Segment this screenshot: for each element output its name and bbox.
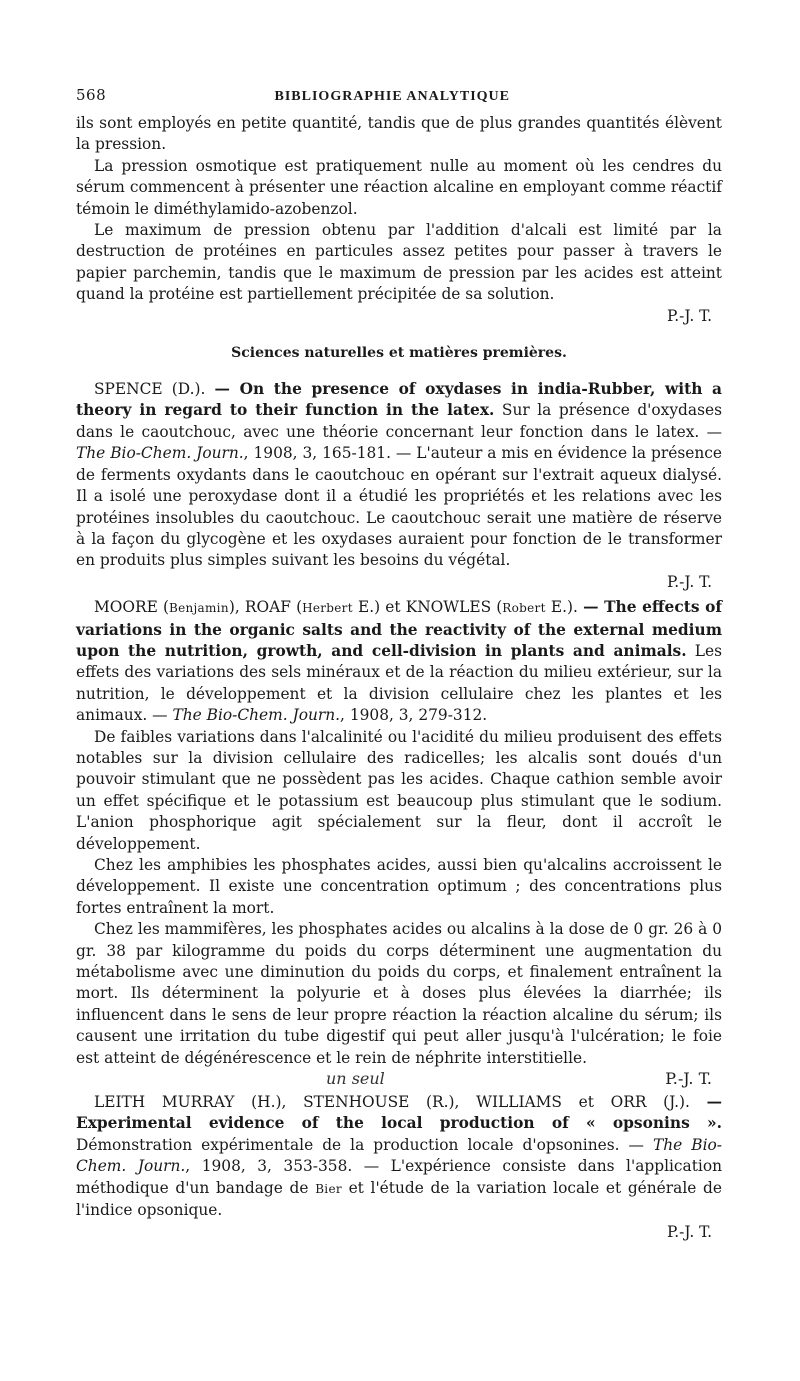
running-title: BIBLIOGRAPHIE ANALYTIQUE: [274, 89, 510, 104]
intro-paragraph-1: ils sont employés en petite quantité, tandis que de plus grandes quantités élèvent la pression.: [76, 114, 722, 154]
entry-author: MOORE (: [94, 598, 169, 617]
entry-body: Les effets des variations des sels minéraux et de la réaction du milieu extérieur, sur la nutrition, le développement et la division cellulaire chez les plantes et les animaux. —: [76, 641, 722, 725]
entry-body: Démonstration expérimentale de la production locale d'opsonines. —: [76, 1135, 644, 1154]
entry-paragraph: Chez les amphibies les phosphates acides, aussi bien qu'alcalins accroissent le développement. Il existe une concentration optimum ; des concentrations plus fortes entraînent la mort.: [76, 856, 722, 917]
document-page: [76, 86, 722, 1243]
entry-spence: [76, 379, 722, 593]
page-number: 568: [76, 86, 107, 104]
journal-name: The Bio-Chem. Journ.: [172, 706, 341, 725]
entry-paragraph: De faibles variations dans l'alcalinité ou l'acidité du milieu produisent des effets notables sur la division cellulaire des radicelles; les alcalis sont doués d'un pouvoir stimulant que ne possèdent pas les acides. Chaque cathion semble avoir un effet spécifique et le potassium est beaucoup plus stimulant que le sodium. L'anion phosphorique agit spécialement sur la fleur, dont il accroît le développement.: [76, 727, 722, 853]
author-first-name: Robert: [502, 601, 546, 616]
entry-signature: P.-J. T.: [665, 1069, 712, 1089]
entry-body: , 1908, 3, 165-181. — L'auteur a mis en évidence la présence de ferments oxydants dans le caoutchouc en opérant sur l'extrait aqueux dialysé. Il a isolé une peroxydase dont il a étudié les propriétés et les relations avec les protéines insolubles du caoutchouc. Le caoutchouc serait une matière de réserve à la façon du glycogène et les oxydases auraient pour fonction de le transformer en produits plus simples suivant les besoins du végétal.: [76, 444, 723, 570]
entry-paragraph-text: Chez les mammifères, les phosphates acides ou alcalins à la dose de 0 gr. 26 à 0 gr. 38 par kilogramme du poids du corps déterminent une augmentation du métabolisme avec une diminution du poids du corps, et finalement entraînent la mort. Ils déterminent la polyurie et à doses plus élevées la diarrhée; ils influencent dans le sens de leur propre réaction la réaction alcaline du sérum; ils causent une irritation du tube digestif qui peut aller jusqu'à l'ulcération; le foie est atteint de dégénérescence et le rein de néphrite interstitielle.: [76, 920, 722, 1067]
entry-body: Sur la présence d'oxydases dans le caoutchouc, avec une théorie concernant leur fonction dans le latex. —: [76, 401, 722, 441]
entry-title: — On the presence of oxydases in india-Rubber, with a theory in regard to their function in the latex.: [76, 380, 722, 420]
entry-signature: P.-J. T.: [667, 572, 712, 591]
journal-name: The Bio-Chem. Journ.: [76, 444, 244, 463]
section-title: Sciences naturelles et matières premières.: [231, 345, 567, 362]
entry-author: E.).: [545, 598, 578, 617]
author-first-name: Herbert: [302, 601, 353, 616]
author-first-name: Benjamin: [168, 601, 229, 616]
entry-body: , 1908, 3, 353-358. — L'expérience consiste dans l'application méthodique d'un bandage de: [76, 1157, 723, 1197]
entry-body: , 1908, 3, 279-312.: [340, 706, 488, 725]
entry-title: — Experimental evidence of the local production of « opsonins ».: [76, 1093, 722, 1133]
entry-author: E.) et KNOWLES (: [352, 598, 503, 617]
entry-author: ), ROAF (: [228, 598, 303, 617]
intro-paragraph-2: La pression osmotique est pratiquement nulle au moment où les cendres du sérum commencent à présenter une réaction alcaline en employant comme réactif témoin le diméthylamido-azobenzol.: [76, 156, 722, 218]
entry-paragraph: [76, 919, 722, 1069]
intro-signature: P.-J. T.: [667, 306, 712, 325]
journal-name: The Bio-Chem. Journ.: [76, 1135, 722, 1176]
entry-leith-murray: [76, 1092, 722, 1243]
author-name-small-caps: Bier: [315, 1181, 342, 1196]
entry-body: et l'étude de la variation locale et générale de l'indice opsonique.: [76, 1178, 722, 1220]
entry-signature: P.-J. T.: [667, 1222, 712, 1241]
handwritten-note: un seul: [326, 1069, 385, 1089]
page-header: [76, 86, 722, 105]
entry-moore: [76, 597, 722, 1088]
signature-row: [76, 1069, 722, 1088]
entry-author: SPENCE (D.).: [94, 380, 206, 399]
entry-author: LEITH MURRAY (H.), STENHOUSE (R.), WILLIAMS et ORR (J.).: [94, 1093, 690, 1112]
intro-paragraph-3: Le maximum de pression obtenu par l'addition d'alcali est limité par la destruction de protéines en particules assez petites pour passer à travers le papier parchemin, tandis que le maximum de pression par les acides est atteint quand la protéine est partiellement précipitée de sa solution.: [76, 221, 722, 304]
entry-title: — The effects of variations in the organic salts and the reactivity of the external medium upon the nutrition, growth, and cell-division in plants and animals.: [76, 598, 723, 660]
